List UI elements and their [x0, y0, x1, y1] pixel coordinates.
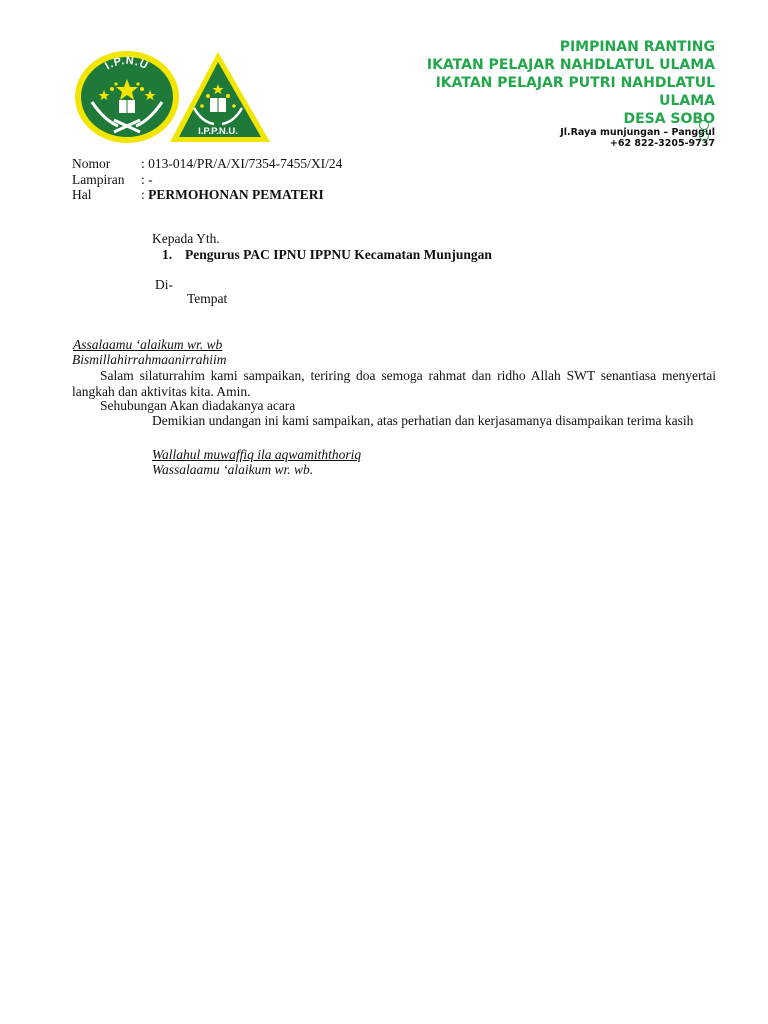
ipnu-logo-text: I.P.N.U — [103, 54, 151, 73]
paragraph-sehubungan: Sehubungan Akan diadakanya acara — [100, 398, 296, 413]
lampiran-label: Lampiran — [72, 171, 125, 187]
org-line-4: ULAMA — [659, 93, 715, 109]
logos — [74, 50, 274, 146]
nomor-value: : 013-014/PR/A/XI/7354-7455/XI/24 — [141, 156, 343, 171]
salam-closing: Wassalaamu ‘alaikum wr. wb. — [152, 462, 314, 477]
paragraph-closing: Demikian undangan ini kami sampaikan, atas perhatian dan kerjasamanya disampaikan terima kasih — [152, 413, 694, 428]
letterhead-address — [455, 127, 715, 147]
wallahul: Wallahul muwaffiq ila aqwamiththoriq — [152, 447, 362, 462]
whatsapp-icon — [699, 120, 709, 130]
ippnu-logo-text: I.P.P.N.U. — [198, 126, 238, 137]
ippnu-logo — [170, 52, 270, 142]
whatsapp-icons — [699, 120, 709, 142]
address-text: Jl.Raya munjungan – Panggul — [560, 127, 715, 138]
hal-value: PERMOHONAN PEMATERI — [148, 187, 324, 202]
hal-label: Hal — [72, 187, 92, 202]
ipnu-logo — [75, 51, 179, 143]
lampiran-value: : - — [141, 171, 153, 187]
salam-opening: Assalaamu ‘alaikum wr. wb — [73, 337, 223, 352]
org-line-1: PIMPINAN RANTING — [559, 39, 715, 55]
letterhead-organization — [375, 38, 715, 128]
whatsapp-icon — [699, 131, 709, 141]
recipient-item-number: 1. — [162, 247, 173, 262]
nomor-label: Nomor — [72, 156, 111, 171]
hal-prefix: : — [141, 187, 149, 202]
paragraph-salam: Salam silaturrahim kami sampaikan, teriring doa semoga rahmat dan ridho Allah SWT senantiasa menyertai langkah dan aktivitas kita. Amin. — [72, 368, 716, 399]
recipient-tempat: Tempat — [187, 291, 228, 306]
meta-nomor — [72, 156, 342, 172]
meta-lampiran — [72, 172, 342, 188]
recipient-greeting: Kepada Yth. — [152, 231, 220, 246]
org-line-2: IKATAN PELAJAR NAHDLATUL ULAMA — [426, 57, 715, 73]
phone-text: +62 822-3205-9737 — [609, 138, 715, 147]
recipient-item-text: Pengurus PAC IPNU IPPNU Kecamatan Munjungan — [185, 247, 492, 262]
ipnu-ippnu-logos — [74, 50, 274, 146]
bismillah: Bismillahirrahmaanirrahiim — [72, 352, 227, 367]
letter-meta — [72, 156, 342, 203]
org-line-5: DESA SOBO — [623, 111, 715, 127]
org-line-3: IKATAN PELAJAR PUTRI NAHDLATUL — [435, 75, 715, 91]
recipient-di: Di- — [155, 277, 173, 292]
meta-hal — [72, 187, 342, 203]
hal-value-wrap — [141, 187, 324, 203]
